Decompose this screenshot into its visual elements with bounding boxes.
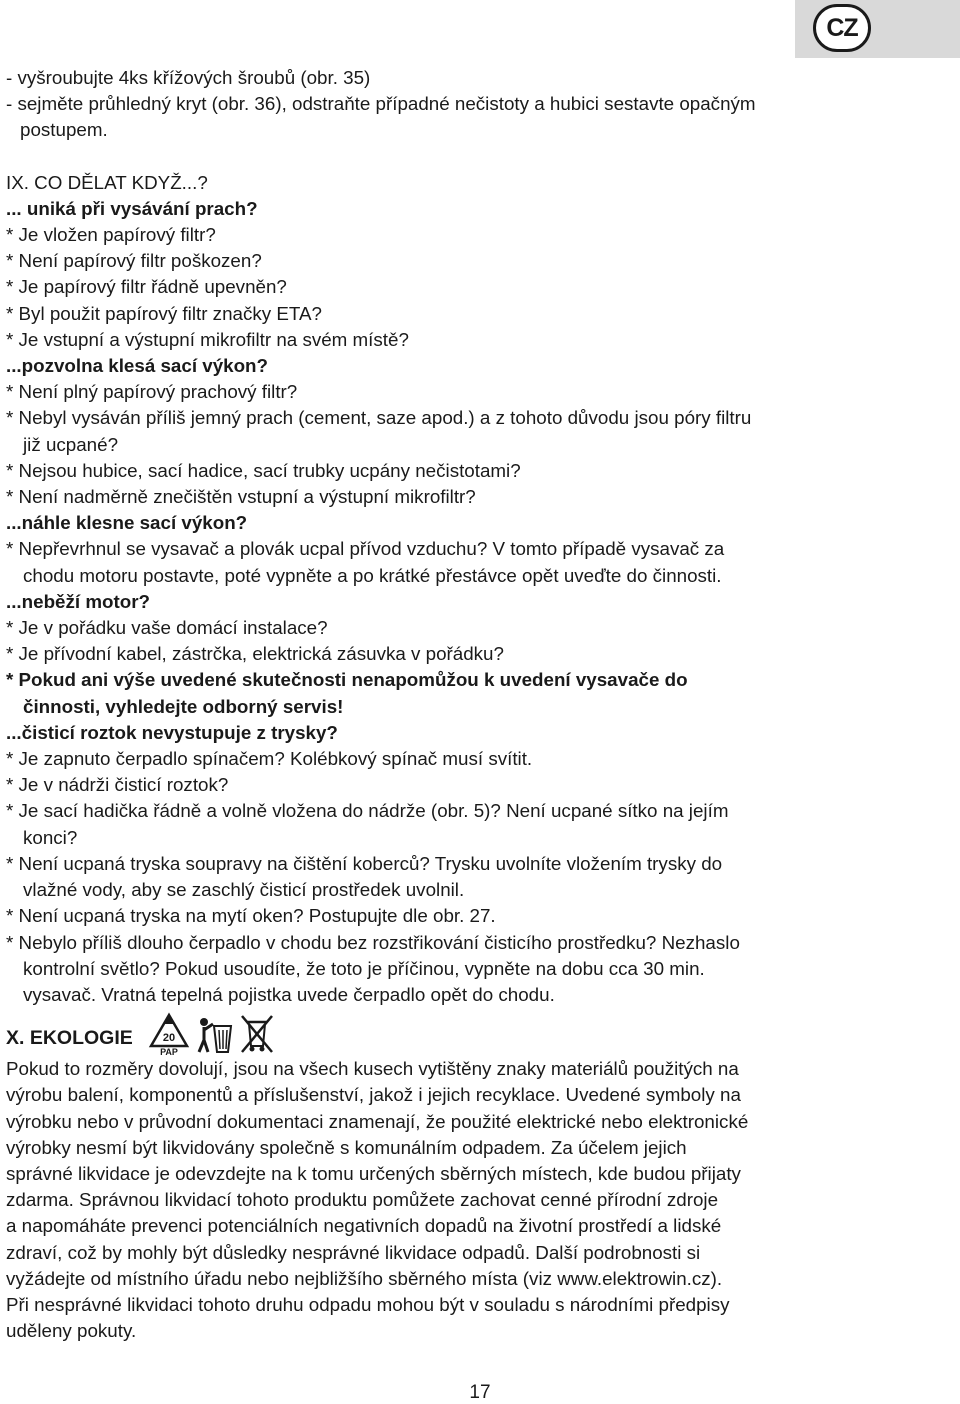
question-heading-line: ...náhle klesne sací výkon?	[6, 512, 248, 534]
paragraph-line: výrobu balení, komponentů a příslušenství, jakož i jejich recyklace. Uvedené symboly na	[6, 1084, 741, 1106]
ecology-paragraph	[6, 1056, 886, 1344]
question-heading-line: ...čisticí roztok nevystupuje z trysky?	[6, 721, 338, 743]
paragraph-line: uděleny pokuty.	[6, 1320, 137, 1342]
text-line: * Je papírový filtr řádně upevněn?	[6, 276, 287, 298]
page-number: 17	[469, 1382, 491, 1403]
text-line: vysavač. Vratná tepelná pojistka uvede čerpadlo opět do chodu.	[23, 983, 555, 1005]
page-content	[6, 65, 886, 1344]
text-line: - vyšroubujte 4ks křížových šroubů (obr. 35)	[6, 67, 371, 88]
text-line: chodu motoru postavte, poté vypněte a po krátké přestávce opět uveďte do činnosti.	[23, 564, 722, 586]
question-heading-line: ...pozvolna klesá sací výkon?	[6, 355, 269, 377]
text-line: konci?	[23, 826, 78, 848]
question-heading-line: * Pokud ani výše uvedené skutečnosti nenapomůžou k uvedení vysavače do	[6, 669, 688, 691]
text-line: * Není nadměrně znečištěn vstupní a výstupní mikrofiltr?	[6, 486, 476, 508]
text-line: * Je v pořádku vaše domácí instalace?	[6, 617, 328, 639]
paragraph-line: výrobky nesmí být likvidovány společně s komunálním odpadem. Za účelem jejich	[6, 1136, 687, 1158]
question-heading-line: ... uniká při vysávání prach?	[6, 197, 258, 219]
language-badge: CZ	[813, 4, 871, 52]
text-line: * Nejsou hubice, sací hadice, sací trubky ucpány nečistotami?	[6, 459, 521, 481]
tidyman-icon	[195, 1012, 235, 1056]
text-line: vlažné vody, aby se zaschlý čisticí prostředek uvolnil.	[23, 879, 465, 901]
text-line: již ucpané?	[23, 433, 119, 455]
paragraph-line: správné likvidace je odevzdejte na k tomu určených sběrných místech, kde budou přijaty	[6, 1162, 741, 1184]
recycle-pap-icon	[147, 1012, 191, 1056]
text-line: * Nebylo příliš dlouho čerpadlo v chodu bez rozstřikování čisticího prostředku? Nezhaslo	[6, 931, 740, 953]
text-line: * Není ucpaná tryska na mytí oken? Postupujte dle obr. 27.	[6, 905, 496, 927]
text-line: * Je v nádrži čisticí roztok?	[6, 774, 229, 796]
text-line: * Není ucpaná tryska soupravy na čištění koberců? Trysku uvolníte vložením trysky do	[6, 852, 723, 874]
paragraph-line: zdraví, což by mohly být důsledky nesprávné likvidace odpadů. Další podrobnosti si	[6, 1241, 701, 1263]
text-line: IX. CO DĚLAT KDYŽ...?	[6, 171, 208, 193]
paragraph-line: výrobku nebo v průvodní dokumentaci znamenají, že použité elektrické nebo elektronické	[6, 1110, 749, 1132]
paragraph-line: Při nesprávné likvidaci tohoto druhu odpadu mohou být v souladu s národními předpisy	[6, 1293, 730, 1315]
ecology-title: X. EKOLOGIE	[6, 1027, 133, 1049]
paragraph-line: Pokud to rozměry dovolují, jsou na všech kusech vytištěny znaky materiálů použitých na	[6, 1058, 739, 1080]
text-line: * Nepřevrhnul se vysavač a plovák ucpal přívod vzduchu? V tomto případě vysavač za	[6, 538, 725, 560]
paragraph-line: a napomáháte prevenci potenciálních negativních dopadů na životní prostředí a lidské	[6, 1215, 722, 1237]
troubleshooting-section	[6, 65, 886, 1008]
question-heading-line: ...neběží motor?	[6, 590, 150, 612]
text-line: * Byl použit papírový filtr značky ETA?	[6, 302, 322, 324]
recycle-code: PAP	[159, 1047, 178, 1057]
paragraph-line: vyžádejte od místního úřadu nebo nejbližšího sběrného místa (viz www.elektrowin.cz).	[6, 1267, 723, 1289]
recycle-number: 20	[162, 1032, 175, 1045]
text-line: * Je zapnuto čerpadlo spínačem? Kolébkový spínač musí svítit.	[6, 748, 533, 770]
crossed-bin-icon	[239, 1012, 275, 1056]
text-line: * Není plný papírový prachový filtr?	[6, 381, 298, 403]
text-line: * Je přívodní kabel, zástrčka, elektrická zásuvka v pořádku?	[6, 643, 504, 665]
question-heading-line: činnosti, vyhledejte odborný servis!	[23, 695, 344, 717]
text-line: postupem.	[20, 119, 108, 141]
text-line: * Je vstupní a výstupní mikrofiltr na svém místě?	[6, 328, 409, 350]
ecology-heading-row	[6, 1012, 886, 1056]
ecology-icons	[147, 1012, 275, 1056]
text-line: * Není papírový filtr poškozen?	[6, 250, 262, 272]
text-line: * Je sací hadička řádně a volně vložena do nádrže (obr. 5)? Není ucpané sítko na jejím	[6, 800, 729, 822]
spacer	[6, 144, 886, 170]
text-line: - sejměte průhledný kryt (obr. 36), odstraňte případné nečistoty a hubici sestavte opačným	[6, 93, 756, 115]
text-line: * Nebyl vysáván příliš jemný prach (cement, saze apod.) a z tohoto důvodu jsou póry filtru	[6, 407, 752, 429]
paragraph-line: zdarma. Správnou likvidací tohoto produktu pomůžete zachovat cenné přírodní zdroje	[6, 1189, 719, 1211]
text-line: kontrolní světlo? Pokud usoudíte, že toto je příčinou, vypněte na dobu cca 30 min.	[23, 957, 705, 979]
text-line: * Je vložen papírový filtr?	[6, 224, 216, 246]
